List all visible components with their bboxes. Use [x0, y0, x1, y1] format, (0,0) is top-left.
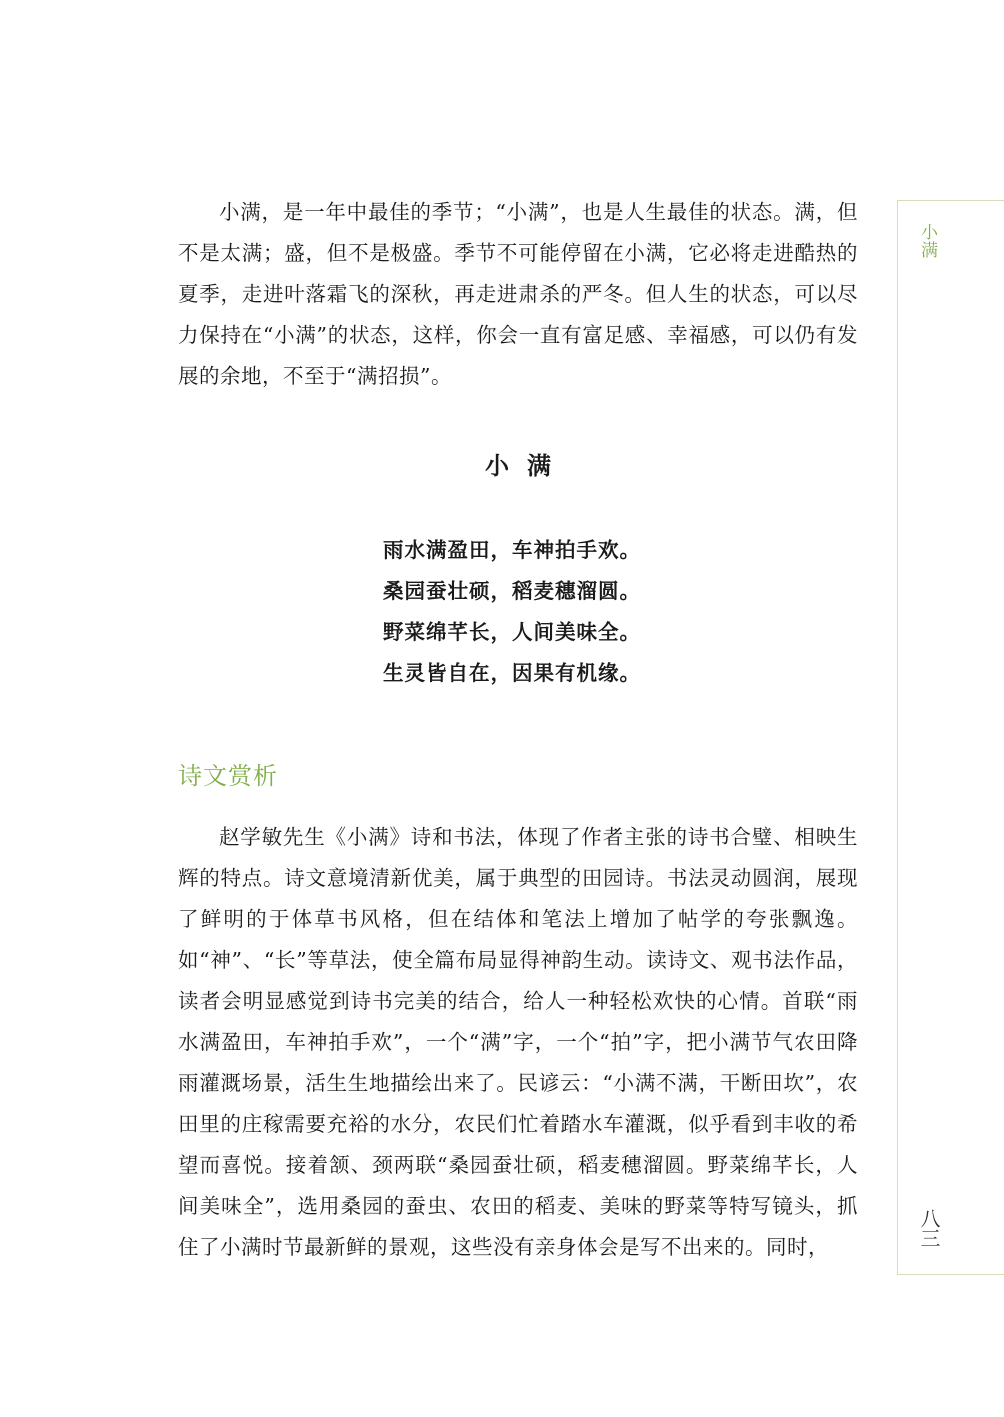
poem-line: 生灵皆自在，因果有机缘。 — [383, 661, 641, 685]
poem-title: 小满 — [485, 451, 569, 480]
poem-body — [383, 530, 641, 694]
analysis-paragraph: 赵学敏先生《小满》诗和书法，体现了作者主张的诗书合璧、相映生辉的特点。诗文意境清新优美，属于典型的田园诗。书法灵动圆润，展现了鲜明的于体草书风格，但在结体和笔法上增加了帖学的夸张飘逸。如“神”、“长”等草法，使全篇布局显得神韵生动。读诗文、观书法作品，读者会明显感觉到诗书完美的结合，给人一种轻松欢快的心情。首联“雨水满盈田，车神拍手欢”，一个“满”字，一个“拍”字，把小满节气农田降雨灌溉场景，活生生地描绘出来了。民谚云：“小满不满，干断田坎”，农田里的庄稼需要充裕的水分，农民们忙着踏水车灌溉，似乎看到丰收的希望而喜悦。接着颔、颈两联“桑园蚕壮硕，稻麦穗溜圆。野菜绵芊长，人间美味全”，选用桑园的蚕虫、农田的稻麦、美味的野菜等特写镜头，抓住了小满时节最新鲜的景观，这些没有亲身体会是写不出来的。同时， — [178, 825, 858, 1259]
page-number: 八三 — [917, 1208, 941, 1248]
margin-frame — [897, 200, 1004, 1275]
section-heading: 诗文赏析 — [178, 762, 278, 790]
poem-line: 桑园蚕壮硕，稻麦穗溜圆。 — [383, 579, 641, 603]
intro-paragraph: 小满，是一年中最佳的季节；“小满”，也是人生最佳的状态。满，但不是太满；盛，但不是极盛。季节不可能停留在小满，它必将走进酷热的夏季，走进叶落霜飞的深秋，再走进肃杀的严冬。但人生的状态，可以尽力保持在“小满”的状态，这样，你会一直有富足感、幸福感，可以仍有发展的余地，不至于“满招损”。 — [178, 200, 858, 388]
poem-line: 野菜绵芊长，人间美味全。 — [383, 620, 641, 644]
running-head: 小满 — [917, 223, 937, 259]
poem-line: 雨水满盈田，车神拍手欢。 — [383, 538, 641, 562]
